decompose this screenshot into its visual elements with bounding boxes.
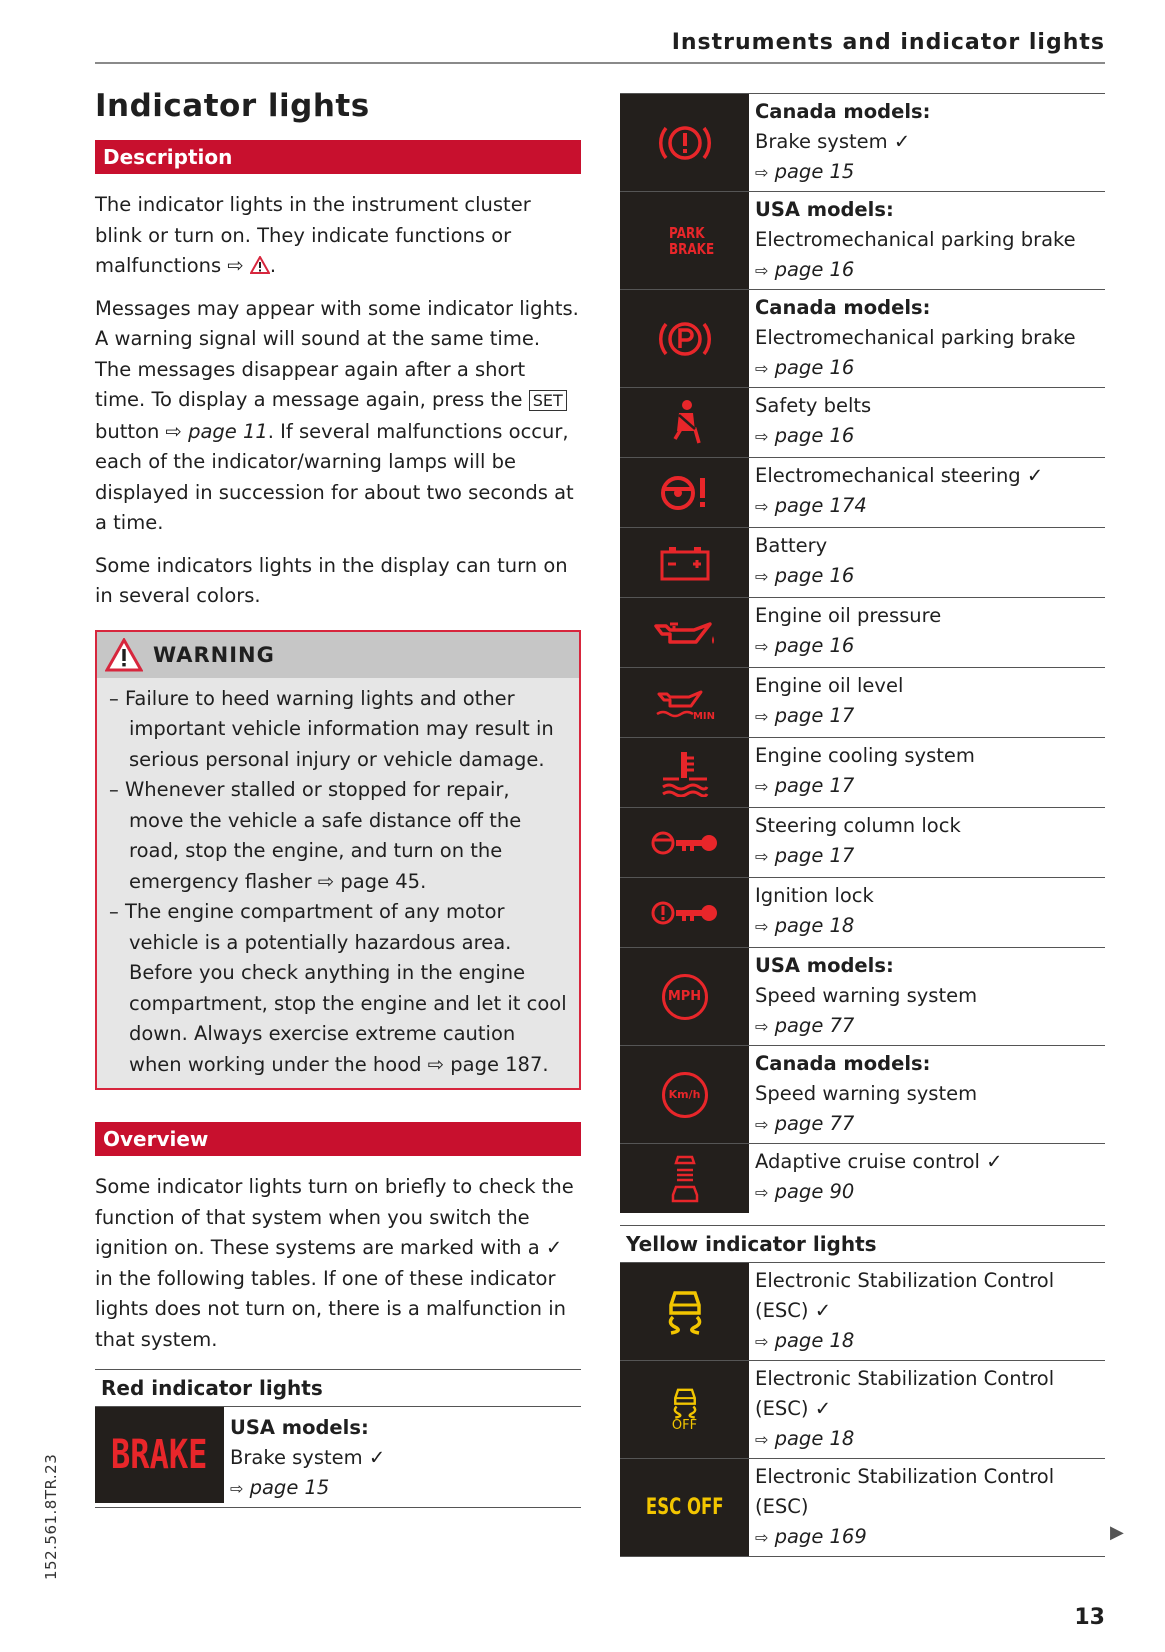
indicator-label: Ignition lock <box>755 884 874 907</box>
brake-icon: BRAKE <box>95 1407 224 1503</box>
indicator-label: Safety belts <box>755 394 872 417</box>
indicator-label: Electronic Stabilization Control (ESC) ✓ <box>755 1367 1055 1420</box>
model-label: Canada models: <box>755 296 931 319</box>
indicator-row <box>620 388 1105 458</box>
page-link[interactable]: ⇨ page 77 <box>755 1014 855 1037</box>
description-paragraph-3: Some indicators lights in the display can turn on in several colors. <box>95 553 568 607</box>
steering-column-lock-icon <box>620 808 749 877</box>
indicator-row <box>620 528 1105 598</box>
indicator-label: Electromechanical steering ✓ <box>755 464 1044 487</box>
indicator-label: Steering column lock <box>755 814 961 837</box>
warning-item: – Failure to heed warning lights and other important vehicle information may result in serious personal injury or vehicle damage. <box>109 686 554 771</box>
indicator-row <box>620 808 1105 878</box>
yellow-indicator-heading: Yellow indicator lights <box>620 1225 1105 1263</box>
speed-warning-kmh-icon: Km/h <box>620 1046 749 1143</box>
page-link[interactable]: ⇨ page 17 <box>755 774 855 797</box>
warning-box <box>95 630 581 1091</box>
indicator-row <box>95 1407 581 1508</box>
indicator-label: Brake system ✓ <box>230 1446 386 1469</box>
indicator-label: Electromechanical parking brake <box>755 326 1076 349</box>
model-label: Canada models: <box>755 100 931 123</box>
left-column <box>95 88 581 1508</box>
page-link[interactable]: ⇨ page 18 <box>755 1427 855 1450</box>
esc-off-text-icon: ESC OFF <box>620 1459 749 1556</box>
indicator-row <box>620 94 1105 192</box>
next-page-arrow-icon[interactable]: ▶ <box>1110 1522 1124 1543</box>
model-label: Canada models: <box>755 1052 931 1075</box>
indicator-label: Electronic Stabilization Control (ESC) ✓ <box>755 1269 1055 1322</box>
warning-triangle-icon <box>250 256 270 274</box>
warning-list <box>97 678 579 1089</box>
warning-item: – Whenever stalled or stopped for repair, move the vehicle a safe distance off the road, stop the engine, and turn on the emergency flasher ⇨ page 45. <box>109 778 522 893</box>
indicator-row <box>620 1263 1105 1361</box>
esc-off-symbol-icon: OFF <box>620 1361 749 1458</box>
running-head: Instruments and indicator lights <box>671 30 1105 55</box>
page-link[interactable]: ⇨ page 90 <box>755 1180 855 1203</box>
page-number: 13 <box>1074 1605 1105 1630</box>
oil-pressure-icon <box>620 598 749 667</box>
ignition-lock-icon <box>620 878 749 947</box>
speed-warning-mph-icon: MPH <box>620 948 749 1045</box>
model-label: USA models: <box>230 1416 369 1439</box>
page-link[interactable]: ⇨ page 16 <box>755 258 855 281</box>
page-link[interactable]: ⇨ page 16 <box>755 564 855 587</box>
coolant-temperature-icon <box>620 738 749 807</box>
park-brake-icon: PARK BRAKE <box>620 192 749 289</box>
set-key: SET <box>529 390 567 411</box>
indicator-row <box>620 1459 1105 1557</box>
model-label: USA models: <box>755 198 894 221</box>
indicator-row <box>620 1144 1105 1213</box>
indicator-label: Engine oil pressure <box>755 604 942 627</box>
page-link[interactable]: ⇨ page 18 <box>755 1329 855 1352</box>
page-link[interactable]: ⇨ page 15 <box>230 1476 330 1499</box>
battery-icon <box>620 528 749 597</box>
description-paragraph-2: Messages may appear with some indicator lights. A warning signal will sound at the same time. The messages disappear again after a short time. To display a message again, press the SET button ⇨ page 11. If several malfunctions occur, each of the indicator/warning lamps will be displayed in succession for about two seconds at a time. <box>95 296 579 534</box>
indicator-row <box>620 1046 1105 1144</box>
indicator-label: Brake system ✓ <box>755 130 911 153</box>
indicator-row <box>620 738 1105 808</box>
indicator-label: Adaptive cruise control ✓ <box>755 1150 1003 1173</box>
page-link[interactable]: ⇨ page 16 <box>755 634 855 657</box>
parking-brake-icon <box>620 290 749 387</box>
indicator-label: Speed warning system <box>755 984 978 1007</box>
indicator-row <box>620 192 1105 290</box>
page-link[interactable]: ⇨ page 17 <box>755 844 855 867</box>
indicator-label: Electromechanical parking brake <box>755 228 1076 251</box>
right-column <box>620 93 1105 1557</box>
page-link[interactable]: ⇨ page 16 <box>755 424 855 447</box>
esc-icon <box>620 1263 749 1360</box>
indicator-label: Engine oil level <box>755 674 904 697</box>
page-link[interactable]: ⇨ page 18 <box>755 914 855 937</box>
brake-warning-icon <box>620 94 749 191</box>
indicator-label: Battery <box>755 534 828 557</box>
overview-heading: Overview <box>95 1122 581 1156</box>
oil-level-icon: MIN <box>620 668 749 737</box>
description-heading: Description <box>95 140 581 174</box>
document-code: 152.561.8TR.23 <box>42 1453 60 1580</box>
indicator-row <box>620 668 1105 738</box>
indicator-row <box>620 878 1105 948</box>
seat-belt-icon <box>620 388 749 457</box>
indicator-row <box>620 1361 1105 1459</box>
red-indicator-heading: Red indicator lights <box>95 1369 581 1407</box>
indicator-row <box>620 948 1105 1046</box>
indicator-label: Speed warning system <box>755 1082 978 1105</box>
adaptive-cruise-icon <box>620 1144 749 1213</box>
indicator-label: Electronic Stabilization Control (ESC) <box>755 1465 1055 1518</box>
page-link[interactable]: page 11 <box>188 419 268 443</box>
description-paragraph-1: The indicator lights in the instrument cluster blink or turn on. They indicate functions or malfunctions ⇨ . <box>95 193 531 277</box>
indicator-row <box>620 458 1105 528</box>
overview-paragraph: Some indicator lights turn on briefly to check the function of that system when you switch the ignition on. These systems are marked with a ✓ in the following tables. If one of these indicator lights does not turn on, there is a malfunction in that system. <box>95 1175 574 1351</box>
page-link[interactable]: ⇨ page 15 <box>755 160 855 183</box>
page-title: Indicator lights <box>95 88 370 124</box>
warning-title: WARNING <box>153 642 275 667</box>
page-link[interactable]: ⇨ page 77 <box>755 1112 855 1135</box>
indicator-row <box>620 290 1105 388</box>
page-link[interactable]: ⇨ page 174 <box>755 494 867 517</box>
page-link[interactable]: ⇨ page 16 <box>755 356 855 379</box>
indicator-label: Engine cooling system <box>755 744 975 767</box>
warning-item: – The engine compartment of any motor vehicle is a potentially hazardous area. Before you check anything in the engine compartment, stop the engine and let it cool down. Always exercise extreme caution when working under the hood ⇨ page 187. <box>109 900 567 1076</box>
model-label: USA models: <box>755 954 894 977</box>
indicator-row <box>620 598 1105 668</box>
header-divider <box>95 62 1105 64</box>
steering-warning-icon <box>620 458 749 527</box>
warning-header <box>97 632 579 678</box>
page-link[interactable]: ⇨ page 17 <box>755 704 855 727</box>
warning-triangle-icon <box>105 638 143 672</box>
page-link[interactable]: ⇨ page 169 <box>755 1525 867 1548</box>
